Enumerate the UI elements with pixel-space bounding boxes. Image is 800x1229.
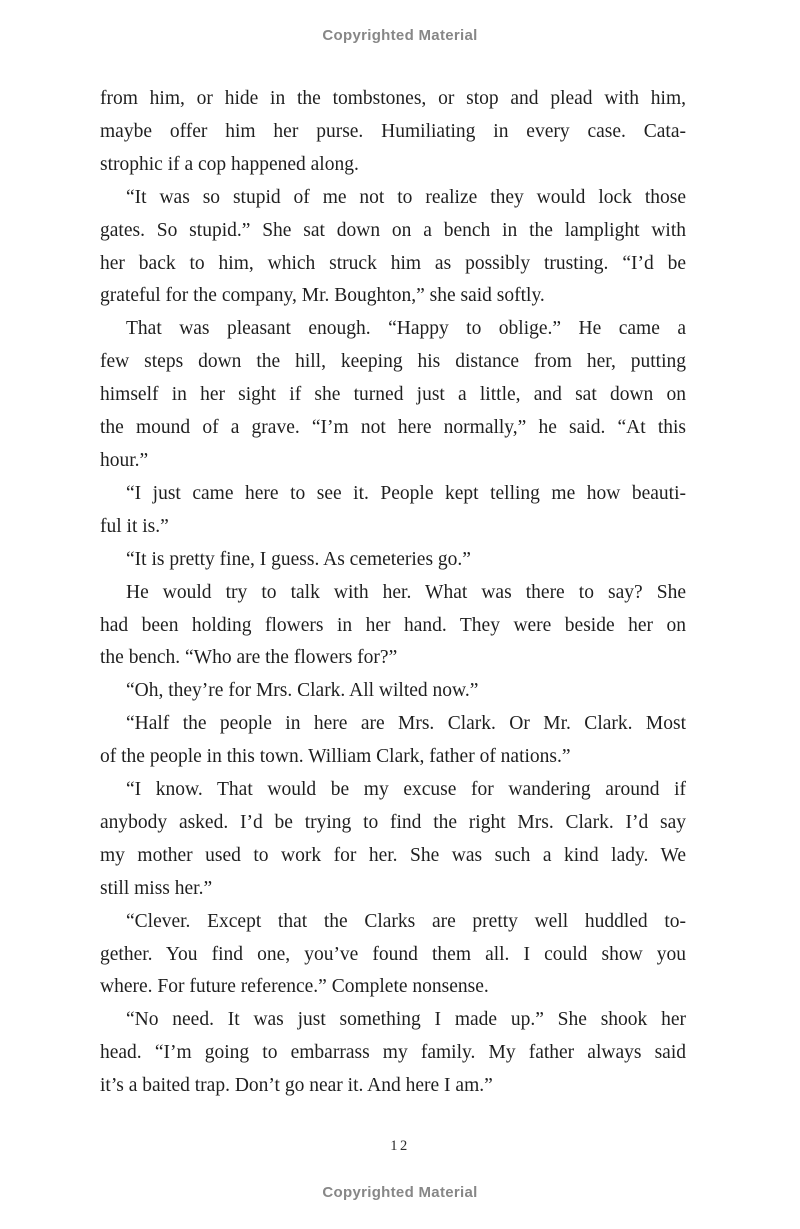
text-line: “No need. It was just something I made up.” She shook her [126,1009,686,1031]
text-line: gether. You find one, you’ve found them all. I could show you [100,943,686,965]
text-line: He would try to talk with her. What was there to say? She [126,581,686,603]
text-line: few steps down the hill, keeping his distance from her, putting [100,351,686,373]
page-number: 12 [390,1138,410,1154]
paragraph [100,906,686,1005]
text-line: “I just came here to see it. People kept telling me how beauti- [126,482,686,504]
text-line: my mother used to work for her. She was such a kind lady. We [100,844,686,866]
text-line: hour.” [100,449,149,471]
text-line: the bench. “Who are the flowers for?” [100,647,398,669]
paragraph [100,83,686,182]
text-line: of the people in this town. William Clark, father of nations.” [100,746,571,768]
body-text [100,83,686,1103]
text-line: her back to him, which struck him as possibly trusting. “I’d be [100,252,686,274]
text-line: “Half the people in here are Mrs. Clark. Or Mr. Clark. Most [126,713,686,735]
paragraph [100,774,686,906]
paragraph [100,182,686,314]
text-line: maybe offer him her purse. Humiliating in every case. Cata- [100,120,686,142]
text-line: where. For future reference.” Complete nonsense. [100,976,489,998]
copyright-notice-top: Copyrighted Material [322,27,478,44]
text-line: “It was so stupid of me not to realize they would lock those [126,186,686,208]
text-line: himself in her sight if she turned just a little, and sat down on [100,384,686,406]
text-line: head. “I’m going to embarrass my family. My father always said [100,1042,686,1064]
paragraph [100,675,686,708]
paragraph [100,313,686,478]
text-line: “I know. That would be my excuse for wandering around if [126,779,686,801]
text-line: from him, or hide in the tombstones, or stop and plead with him, [100,88,686,109]
text-line: ful it is.” [100,515,169,537]
paragraph [100,708,686,774]
text-line: “Clever. Except that the Clarks are pretty well huddled to- [126,910,686,932]
text-line: gates. So stupid.” She sat down on a bench in the lamplight with [100,219,686,241]
paragraph [100,478,686,544]
text-line: strophic if a cop happened along. [100,153,359,175]
text-line: That was pleasant enough. “Happy to oblige.” He came a [126,318,686,340]
paragraph [100,1004,686,1103]
text-line: anybody asked. I’d be trying to find the right Mrs. Clark. I’d say [100,811,686,833]
text-line: “Oh, they’re for Mrs. Clark. All wilted now.” [126,680,479,702]
text-line: still miss her.” [100,877,213,899]
text-line: had been holding flowers in her hand. They were beside her on [100,614,686,636]
text-line: grateful for the company, Mr. Boughton,” she said softly. [100,285,545,307]
text-line: it’s a baited trap. Don’t go near it. And here I am.” [100,1075,493,1097]
paragraph [100,577,686,676]
copyright-notice-bottom: Copyrighted Material [322,1184,478,1201]
paragraph [100,544,686,577]
text-line: “It is pretty fine, I guess. As cemeteries go.” [126,548,471,570]
text-line: the mound of a grave. “I’m not here normally,” he said. “At this [100,417,686,439]
